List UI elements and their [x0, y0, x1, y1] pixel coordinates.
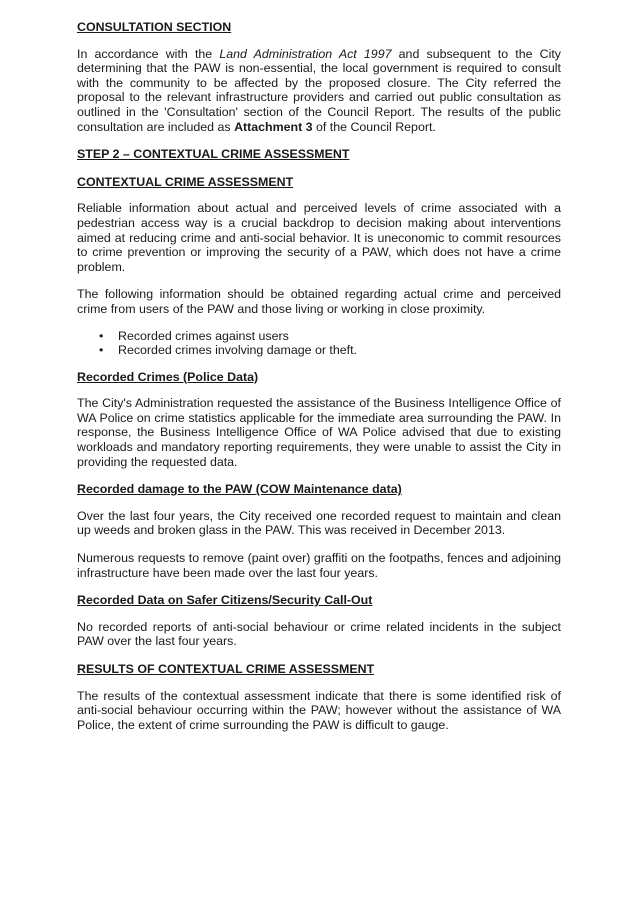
maintenance-paragraph-2: Numerous requests to remove (paint over) graffiti on the footpaths, fences and adjoining infrastructure have been made over the last four years.	[77, 551, 561, 580]
act-name: Land Administration Act 1997	[219, 46, 392, 61]
consultation-heading: CONSULTATION SECTION	[77, 20, 232, 34]
police-data-heading: Recorded Crimes (Police Data)	[77, 369, 259, 384]
maintenance-heading: Recorded damage to the PAW (COW Maintenance data)	[77, 482, 402, 497]
results-heading: RESULTS OF CONTEXTUAL CRIME ASSESSMENT	[77, 662, 375, 676]
list-item: • Recorded crimes involving damage or theft.	[99, 343, 357, 358]
safer-citizens-paragraph: No recorded reports of anti-social behaviour or crime related incidents in the subject PAW over the last four years.	[77, 619, 561, 649]
list-item: • Recorded crimes against users	[99, 328, 289, 343]
crime-bullet-list	[77, 329, 561, 358]
safer-citizens-heading: Recorded Data on Safer Citizens/Security Call-Out	[77, 593, 373, 608]
step2-heading: STEP 2 – CONTEXTUAL CRIME ASSESSMENT	[77, 147, 350, 162]
consultation-paragraph: In accordance with the Land Administration Act 1997 and subsequent to the City determining that the PAW is non-essential, the local government is required to consult with the community to be affected by the proposed closure. The City referred the proposal to the relevant infrastructure providers and carried out public consultation as outlined in the 'Consultation' section of the Council Report. The results of the public consultation are included as Attachment 3 of the Council Report.	[77, 46, 561, 134]
results-paragraph: The results of the contextual assessment indicate that there is some identified risk of anti-social behaviour occurring within the PAW; however without the assistance of WA Police, the extent of crime surrounding the PAW is difficult to gauge.	[77, 688, 561, 732]
attachment-reference: Attachment 3	[234, 119, 313, 134]
contextual-paragraph-2: The following information should be obtained regarding actual crime and perceived crime from users of the PAW and those living or working in close proximity.	[77, 287, 561, 316]
bullet-icon: •	[99, 328, 104, 343]
police-data-paragraph: The City's Administration requested the assistance of the Business Intelligence Office of WA Police on crime statistics applicable for the immediate area surrounding the PAW. In response, the Business Intelligence Office of WA Police advised that due to existing workloads and mandatory reporting requirements, they were unable to assist the City in providing the requested data.	[77, 396, 561, 469]
contextual-paragraph-1: Reliable information about actual and perceived levels of crime associated with a pedestrian access way is a crucial backdrop to decision making about interventions aimed at reducing crime and anti-social behavior. It is uneconomic to commit resources to crime prevention or improving the security of a PAW, which does not have a crime problem.	[77, 201, 561, 274]
contextual-heading: CONTEXTUAL CRIME ASSESSMENT	[77, 174, 294, 189]
bullet-icon: •	[99, 343, 104, 358]
maintenance-paragraph-1: Over the last four years, the City received one recorded request to maintain and clean up weeds and broken glass in the PAW. This was received in December 2013.	[77, 508, 561, 538]
